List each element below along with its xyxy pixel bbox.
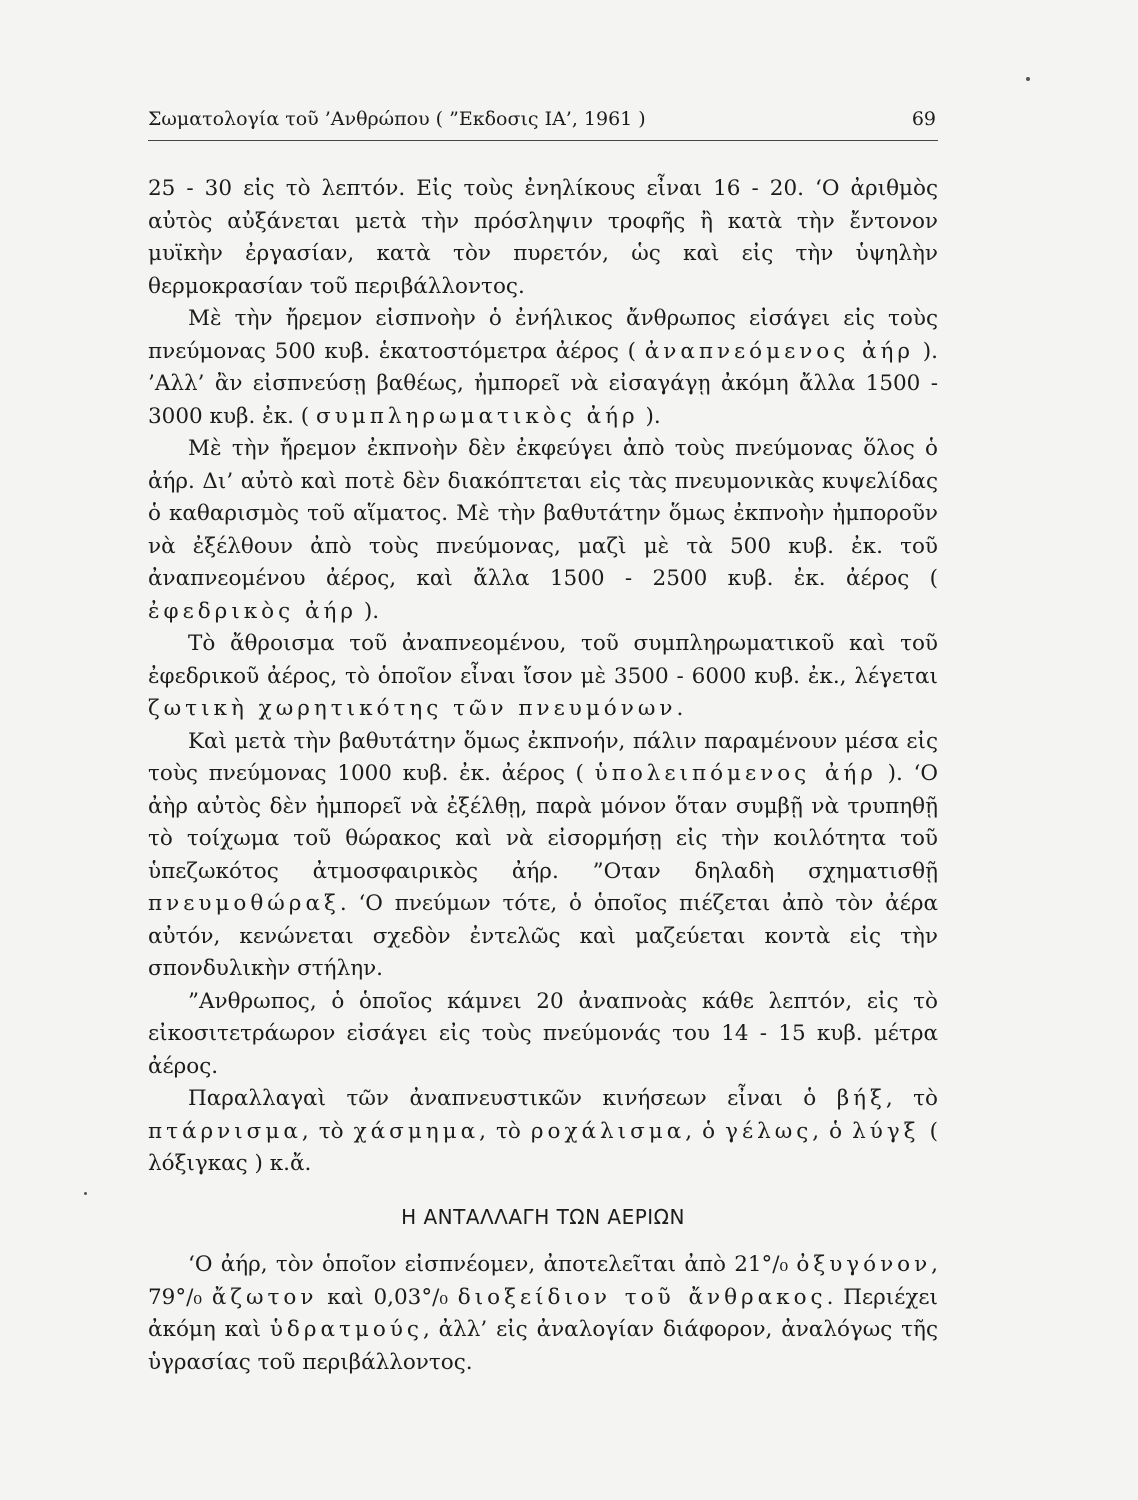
paragraph-5 (148, 726, 938, 986)
text-run: , τὸ (885, 1086, 938, 1111)
text-run: . ‘Ο πνεύμων τότε, ὁ ὁποῖος πιέζεται ἀπὸ τὸν ἀέρα αὐτόν, κενώνεται σχεδὸν ἐντελῶς καὶ μαζεύεται κοντὰ εἰς τὴν σπονδυλικὴν στήλην. (148, 891, 938, 981)
text-run: Μὲ τὴν ἤρεμον εἰσπνοὴν ὁ ἐνήλικος ἄνθρωπος εἰσάγει εἰς τοὺς πνεύμονας 500 κυβ. ἑκατοστόμετρα ἀέρος ( (148, 306, 938, 364)
paragraph-1: 25 - 30 εἰς τὸ λεπτόν. Εἰς τοὺς ἐνηλίκους εἶναι 16 - 20. ‘Ο ἀριθμὸς αὐτὸς αὐξάνεται μετὰ τὴν πρόσληψιν τροφῆς ἢ κατὰ τὴν ἔντονον μυϊκὴν ἐργασίαν, κατὰ τὸν πυρετόν, ὡς καὶ εἰς τὴν ὑψηλὴν θερμοκρασίαν τοῦ περιβάλλοντος. (148, 176, 938, 299)
text-run: . (676, 696, 684, 721)
term-water-vapour: ὑδρατμούς (269, 1317, 423, 1342)
paragraph-8 (148, 1249, 938, 1379)
section-heading: Η ΑΝΤΑΛΛΑΓΗ ΤΩΝ ΑΕΡΙΩΝ (401, 1204, 685, 1229)
term-residual-air: ὑπολειπόμενος ἀήρ (594, 761, 877, 786)
text-run: , ὁ (685, 1118, 716, 1144)
print-speck (84, 1192, 87, 1195)
text-run: ). (645, 403, 661, 429)
paragraph-3 (148, 433, 938, 628)
text-run: ). ‘Ο ἀὴρ αὐτὸς δὲν ἠμπορεῖ νὰ ἐξέλθῃ, παρὰ μόνον ὅταν συμβῇ νὰ τρυπηθῇ τὸ τοίχωμα τοῦ θώρακος καὶ νὰ εἰσορμήσῃ εἰς τὴν κοιλότητα τοῦ ὑπεζωκότος ἀτμοσφαιρικὸς ἀήρ. ”Οταν δηλαδὴ σχηματισθῇ (148, 761, 938, 884)
term-sneeze: πτάρνισμα (148, 1118, 302, 1144)
page-number: 69 (911, 108, 936, 130)
text-run: Παραλλαγαὶ τῶν ἀναπνευστικῶν κινήσεων εἶναι ὁ (188, 1086, 817, 1111)
header-title: Σωματολογία τοῦ ’Ανθρώπου ( ”Εκδοσις ΙΑ’, 1961 ) (148, 108, 646, 130)
term-pneumothorax: πνευμοθώραξ (148, 891, 340, 916)
term-yawn: χάσμημα (353, 1118, 480, 1144)
term-reserve-air: ἐφεδρικὸς ἀήρ (148, 598, 358, 624)
text-run: Μὲ τὴν ἤρεμον ἐκπνοὴν δὲν ἐκφεύγει ἀπὸ τοὺς πνεύμονας ὅλος ὁ ἀήρ. Δι’ αὐτὸ καὶ ποτὲ δὲν διακόπτεται εἰς τὰς πνευμονικὰς κυψελίδας ὁ καθαρισμὸς τοῦ αἵματος. Μὲ τὴν βαθυτάτην ὅμως ἐκπνοὴν ἠμποροῦν νὰ ἐξέλθουν ἀπὸ τοὺς πνεύμονας, μαζὶ μὲ τὰ 500 κυβ. ἐκ. τοῦ ἀναπνεομένου ἀέρος, καὶ ἄλλα 1500 - 2500 κυβ. ἐκ. ἀέρος ( (148, 436, 938, 591)
text-run: , τὸ (301, 1118, 344, 1144)
term-snore: ροχάλισμα (530, 1118, 686, 1144)
text-run: ‘Ο ἀήρ, τὸν ὁποῖον εἰσπνέομεν, ἀποτελεῖται ἀπὸ 21°/₀ (188, 1252, 789, 1277)
running-header (148, 108, 938, 141)
paragraph-2 (148, 303, 938, 433)
term-nitrogen: ἄζωτον (211, 1284, 318, 1310)
page-body (148, 173, 938, 1379)
text-run: ( λόξιγκας ) κ.ἄ. (148, 1118, 938, 1176)
paragraph-7 (148, 1083, 938, 1181)
paragraph-4 (148, 628, 938, 726)
term-tidal-air: ἀναπνεόμενος ἀήρ (644, 338, 915, 364)
term-vital-capacity: ζωτικὴ χωρητικότης τῶν πνευμόνων (148, 696, 677, 721)
term-oxygen: ὀξυγόνον (796, 1252, 932, 1277)
text-run: Καὶ μετὰ τὴν βαθυτάτην ὅμως ἐκπνοήν, πάλιν παραμένουν μέσα εἰς τοὺς πνεύμονας 1000 κυβ. ἐκ. ἀέρος ( (148, 728, 938, 786)
text-run: , 79°/₀ (148, 1252, 938, 1310)
text-run: . Περιέχει ἀκόμη καὶ (148, 1284, 938, 1342)
term-complementary-air: συμπληρωματικὸς ἀήρ (316, 403, 639, 429)
text-run: ). ’Αλλ’ ἂν εἰσπνεύσῃ βαθέως, ἠμπορεῖ νὰ εἰσαγάγῃ ἀκόμη ἄλλα 1500 - 3000 κυβ. ἐκ. ( (148, 338, 938, 429)
term-hiccup: λύγξ (852, 1118, 920, 1144)
term-laughter: γέλως (725, 1118, 813, 1144)
text-run: καὶ 0,03°/₀ (327, 1284, 448, 1310)
text-run: ). (363, 598, 380, 624)
text-run: , ἀλλ’ εἰς ἀναλογίαν διάφορον, ἀναλόγως τῆς ὑγρασίας τοῦ περιβάλλοντος. (148, 1317, 938, 1375)
print-speck (1026, 77, 1030, 81)
text-run: , ὁ (812, 1118, 843, 1144)
term-carbon-dioxide: διοξείδιον τοῦ ἄνθρακος (457, 1284, 827, 1310)
paragraph-6: ”Ανθρωπος, ὁ ὁποῖος κάμνει 20 ἀναπνοὰς κάθε λεπτόν, εἰς τὸ εἰκοσιτετράωρον εἰσάγει εἰς τοὺς πνεύμονάς του 14 - 15 κυβ. μέτρα ἀέρος. (148, 988, 938, 1079)
text-run: , τὸ (479, 1118, 521, 1144)
term-cough: βήξ (836, 1086, 886, 1111)
text-run: Τὸ ἄθροισμα τοῦ ἀναπνεομένου, τοῦ συμπληρωματικοῦ καὶ τοῦ ἐφεδρικοῦ ἀέρος, τὸ ὁποῖον εἶναι ἴσον μὲ 3500 - 6000 κυβ. ἐκ., λέγεται (148, 631, 938, 689)
